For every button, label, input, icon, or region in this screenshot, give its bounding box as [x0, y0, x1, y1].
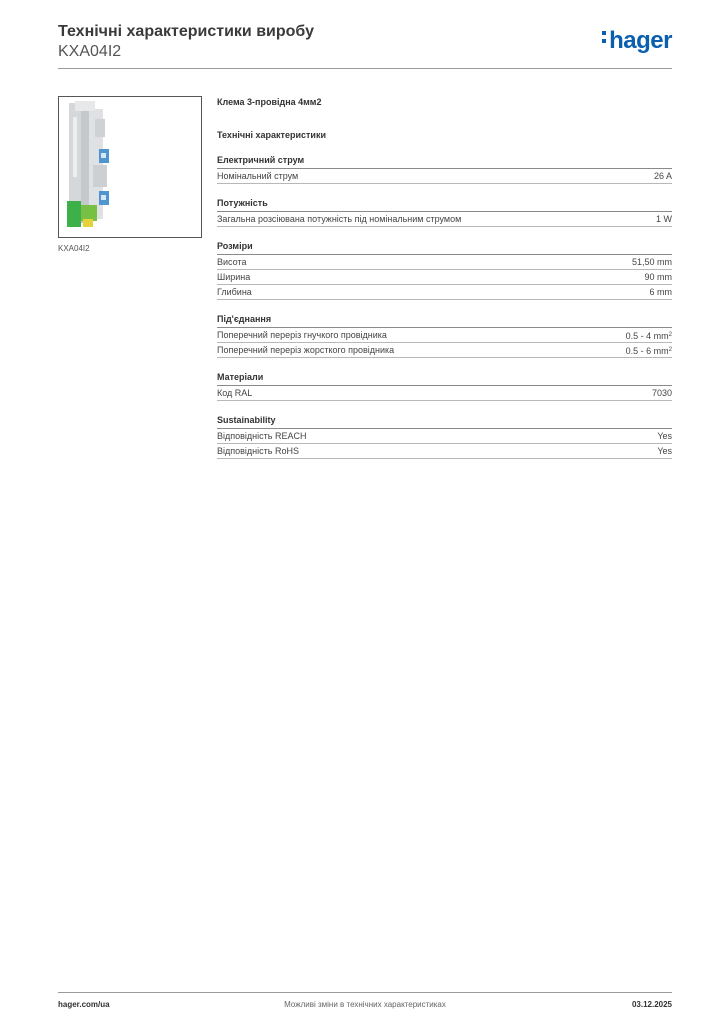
- spec-value: 6 mm: [649, 287, 672, 297]
- spec-row: [217, 285, 672, 300]
- group-title: Потужність: [217, 197, 672, 212]
- group-title: Матеріали: [217, 371, 672, 386]
- spec-label: Глибина: [217, 287, 252, 297]
- spec-value-superscript: 2: [668, 332, 672, 338]
- spec-row: [217, 270, 672, 285]
- product-code: KXA04I2: [58, 43, 122, 60]
- spec-heading: Технічні характеристики: [217, 130, 326, 140]
- spec-row: [217, 343, 672, 358]
- spec-row: [217, 429, 672, 444]
- spec-label: Відповідність RoHS: [217, 446, 299, 456]
- product-image: [58, 96, 202, 238]
- logo-colon-icon: [602, 27, 608, 47]
- product-name: Клема 3-провідна 4мм2: [217, 97, 322, 107]
- spec-value: Yes: [657, 431, 672, 441]
- spec-value-text: 0.5 - 4 mm: [625, 331, 669, 341]
- spec-value: 26 A: [653, 171, 672, 181]
- spec-row: [217, 386, 672, 401]
- spec-group-electric-current: [217, 154, 672, 184]
- spec-label: Відповідність REACH: [217, 431, 307, 441]
- spec-group-power: [217, 197, 672, 227]
- spec-row: [217, 328, 672, 343]
- spec-row: [217, 169, 672, 184]
- spec-label: Код RAL: [217, 388, 253, 398]
- spec-value-text: 0.5 - 6 mm: [625, 346, 669, 356]
- spec-group-materials: [217, 371, 672, 401]
- spec-value-superscript: 2: [668, 347, 672, 353]
- spec-value: 7030: [651, 388, 672, 398]
- group-title: Розміри: [217, 240, 672, 255]
- footer-note: Можливі зміни в технічних характеристиках: [284, 1000, 446, 1009]
- group-title: Електричний струм: [217, 154, 672, 169]
- document-title: Технічні характеристики виробу: [58, 23, 314, 40]
- spec-label: Висота: [217, 257, 247, 267]
- spec-content: [217, 96, 672, 459]
- spec-group-sustainability: [217, 414, 672, 459]
- spec-row: [217, 255, 672, 270]
- spec-value: 90 mm: [644, 272, 672, 282]
- spec-group-connection: [217, 313, 672, 358]
- footer-website-link[interactable]: hager.com/ua: [58, 1000, 110, 1009]
- group-title: Sustainability: [217, 414, 672, 429]
- spec-label: Загальна розсіювана потужність під номінальним струмом: [217, 214, 462, 224]
- spec-group-dimensions: [217, 240, 672, 300]
- spec-row: [217, 444, 672, 459]
- page-header: [58, 22, 672, 69]
- spec-value: Yes: [657, 446, 672, 456]
- spec-label: Поперечний переріз жорсткого провідника: [217, 345, 395, 355]
- group-title: Під'єднання: [217, 313, 672, 328]
- page-footer: [58, 992, 672, 1012]
- spec-value: [626, 328, 672, 342]
- hager-logo: [602, 28, 672, 53]
- spec-value: 51,50 mm: [631, 257, 672, 267]
- terminal-block-image: [59, 97, 201, 237]
- spec-label: Ширина: [217, 272, 251, 282]
- spec-row: [217, 212, 672, 227]
- footer-date: 03.12.2025: [631, 1000, 672, 1009]
- image-caption: KXA04I2: [58, 244, 90, 253]
- spec-label: Номінальний струм: [217, 171, 299, 181]
- spec-value: 1 W: [655, 214, 672, 224]
- logo-text: hager: [609, 27, 672, 54]
- spec-label: Поперечний переріз гнучкого провідника: [217, 330, 387, 340]
- spec-value: [626, 343, 672, 357]
